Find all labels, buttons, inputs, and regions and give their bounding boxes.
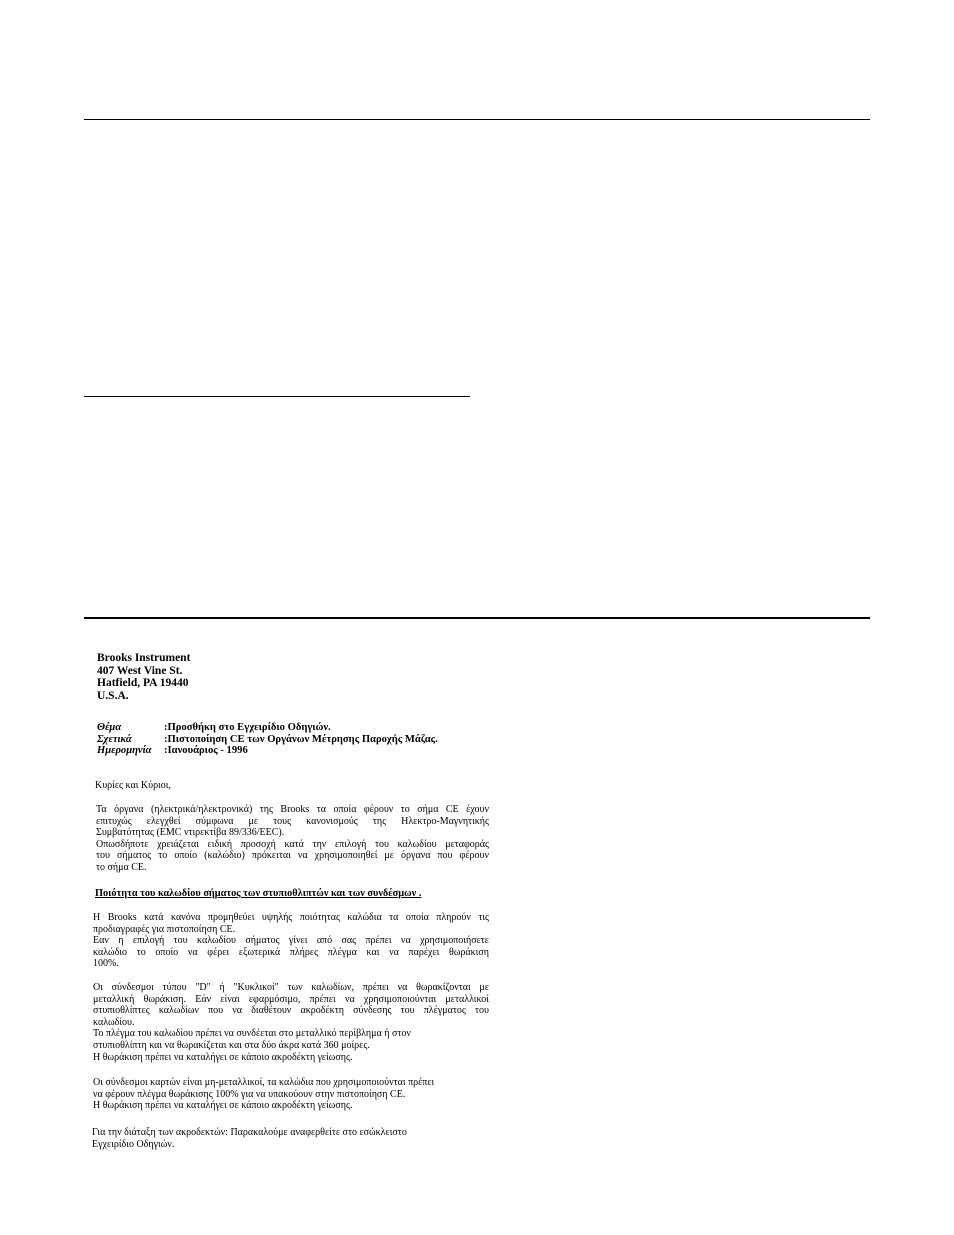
subject-row xyxy=(97,722,438,734)
date-value: :Ιανουάριος - 1996 xyxy=(164,745,248,757)
regarding-label: Σχετικά xyxy=(97,733,132,745)
paragraph-ce-intro xyxy=(96,804,489,874)
section-heading: Ποιότητα του καλωδίου σήματος των στυπιοθλιπτών και των συνδέσμων . xyxy=(95,888,422,899)
subject-block xyxy=(97,722,438,757)
salutation: Κυρίες και Κύριοι, xyxy=(95,780,171,791)
paragraph-line: καλώδιο το οποίο να φέρει εξωτερικά πλήρες πλέγμα και να παρέχει θωράκιση xyxy=(93,946,489,958)
regarding-value: :Πιστοποίηση CE των Οργάνων Μέτρησης Παροχής Μάζας. xyxy=(164,733,438,745)
paragraph-line: Οι σύνδεσμοι καρτών είναι μη-μεταλλικοί, τα καλώδια που χρησιμοποιούνται πρέπει xyxy=(93,1077,435,1088)
top-horizontal-rule xyxy=(84,119,870,120)
address-country: U.S.A. xyxy=(97,690,129,703)
lower-horizontal-rule xyxy=(84,617,870,619)
date-row xyxy=(97,745,438,757)
paragraph-line: Συμβατότητας (EMC ντιρεκτίβα 89/336/EEC). xyxy=(96,827,285,839)
paragraph-connectors xyxy=(93,982,489,1063)
paragraph-line: Εγχειρίδιο Οδηγιών. xyxy=(92,1138,175,1150)
address-block xyxy=(97,652,190,703)
paragraph-card-connectors xyxy=(93,1077,489,1112)
middle-horizontal-rule xyxy=(84,396,470,397)
paragraph-line: Η θωράκιση πρέπει να καταλήγει σε κάποιο ακροδέκτη γείωσης. xyxy=(93,1051,353,1063)
address-company: Brooks Instrument xyxy=(97,652,191,664)
paragraph-line: Οι σύνδεσμοι τύπου "D" ή "Κυκλικοί" των καλωδίων, πρέπει να θωρακίζονται με xyxy=(93,982,489,993)
address-street: 407 West Vine St. xyxy=(97,664,183,677)
paragraph-line: Τα όργανα (ηλεκτρικά/ηλεκτρονικά) της Brooks τα οποία φέρουν το σήμα CE έχουν xyxy=(96,804,489,815)
subject-label: Θέμα xyxy=(97,722,122,733)
paragraph-line: επιτυχώς ελεγχθεί σύμφωνα με τους κανονισμούς της Ηλεκτρο-Μαγνητικής xyxy=(96,815,489,827)
paragraph-line: Το πλέγμα του καλωδίου πρέπει να συνδέεται στο μεταλλικό περίβλημα ή στον xyxy=(93,1028,411,1040)
paragraph-line: προδιαγραφές για πιστοποίηση CE. xyxy=(93,923,236,935)
regarding-row xyxy=(97,734,438,746)
paragraph-cable-quality xyxy=(93,912,489,970)
paragraph-line: Εαν η επιλογή του καλωδίου σήματος γίνει από σας πρέπει να χρησιμοποιήσετε xyxy=(93,935,489,947)
paragraph-line: Οπωσδήποτε χρειάζεται ειδική προσοχή κατά την επιλογή του καλωδίου μεταφοράς xyxy=(96,838,489,850)
paragraph-line: μεταλλική θωράκιση. Εάν είναι εφαρμόσιμο, πρέπει να χρησιμοποιούνται μεταλλικοί xyxy=(93,993,489,1005)
paragraph-line: καλωδίου. xyxy=(93,1016,135,1028)
paragraph-terminal-layout xyxy=(92,1127,472,1150)
paragraph-line: να φέρουν πλέγμα θωράκισης 100% για να υπακούουν στην πιστοποίηση CE. xyxy=(93,1088,406,1100)
paragraph-line: το σήμα CE. xyxy=(96,861,147,873)
paragraph-line: στυπιοθλίπτη και να θωρακίζεται και στα δύο άκρα κατά 360 μοίρες. xyxy=(93,1039,370,1051)
paragraph-line: του σήματος το οποίο (καλώδιο) πρόκειται να χρησιμοποιηθεί με όργανα που φέρουν xyxy=(96,850,489,862)
paragraph-line: στυπιοθλίπτες καλωδίων που να διαθέτουν ακροδέκτη σύνδεσης του πλέγματος του xyxy=(93,1005,489,1017)
address-city: Hatfield, PA 19440 xyxy=(97,677,189,690)
paragraph-line: 100%. xyxy=(93,958,119,970)
date-label: Ημερομηνία xyxy=(97,745,152,757)
subject-value: :Προσθήκη στο Εγχειρίδιο Οδηγιών. xyxy=(164,722,331,733)
paragraph-line: Για την διάταξη των ακροδεκτών: Παρακαλούμε αναφερθείτε στο εσώκλειστο xyxy=(92,1127,407,1138)
paragraph-line: Η θωράκιση πρέπει να καταλήγει σε κάποιο ακροδέκτη γείωσης. xyxy=(93,1100,353,1112)
paragraph-line: Η Brooks κατά κανόνα προμηθεύει υψηλής ποιότητας καλώδια τα οποία πληρούν τις xyxy=(93,912,489,923)
